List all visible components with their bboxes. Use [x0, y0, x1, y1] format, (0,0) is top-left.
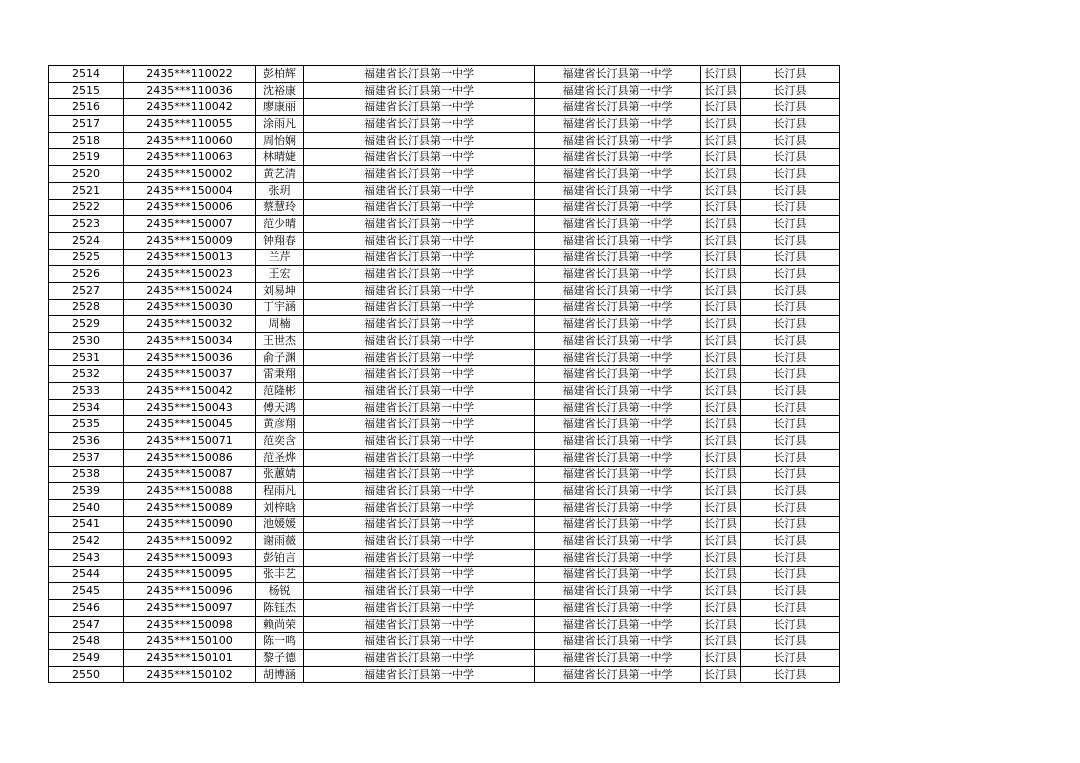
- roster-sheet: [48, 65, 840, 683]
- student-name-cell: 谢雨薇: [256, 533, 304, 550]
- admitting-school-cell: 福建省长汀县第一中学: [535, 433, 701, 450]
- student-name-cell: 范隆彬: [256, 383, 304, 400]
- admitting-school-cell: 福建省长汀县第一中学: [535, 316, 701, 333]
- admitting-school-cell: 福建省长汀县第一中学: [535, 449, 701, 466]
- student-name-cell: 王世杰: [256, 333, 304, 350]
- exam-id-cell: 2435***150095: [124, 566, 256, 583]
- table-row: [49, 650, 840, 667]
- student-name-cell: 黄艺清: [256, 166, 304, 183]
- admitting-school-cell: 福建省长汀县第一中学: [535, 549, 701, 566]
- school-cell: 福建省长汀县第一中学: [304, 349, 535, 366]
- exam-id-cell: 2435***150093: [124, 549, 256, 566]
- county-cell: 长汀县: [701, 132, 741, 149]
- region-cell: 长汀县: [741, 533, 840, 550]
- school-cell: 福建省长汀县第一中学: [304, 282, 535, 299]
- exam-id-cell: 2435***110042: [124, 99, 256, 116]
- admitting-school-cell: 福建省长汀县第一中学: [535, 666, 701, 683]
- school-cell: 福建省长汀县第一中学: [304, 499, 535, 516]
- school-cell: 福建省长汀县第一中学: [304, 566, 535, 583]
- county-cell: 长汀县: [701, 666, 741, 683]
- row-number-cell: 2547: [49, 616, 124, 633]
- row-number-cell: 2548: [49, 633, 124, 650]
- school-cell: 福建省长汀县第一中学: [304, 316, 535, 333]
- row-number-cell: 2538: [49, 466, 124, 483]
- student-name-cell: 杨锐: [256, 583, 304, 600]
- school-cell: 福建省长汀县第一中学: [304, 182, 535, 199]
- exam-id-cell: 2435***150092: [124, 533, 256, 550]
- table-row: [49, 349, 840, 366]
- region-cell: 长汀县: [741, 199, 840, 216]
- region-cell: 长汀县: [741, 633, 840, 650]
- region-cell: 长汀县: [741, 600, 840, 617]
- region-cell: 长汀县: [741, 132, 840, 149]
- exam-id-cell: 2435***150100: [124, 633, 256, 650]
- row-number-cell: 2531: [49, 349, 124, 366]
- county-cell: 长汀县: [701, 483, 741, 500]
- admitting-school-cell: 福建省长汀县第一中学: [535, 349, 701, 366]
- exam-id-cell: 2435***110060: [124, 132, 256, 149]
- table-row: [49, 282, 840, 299]
- exam-id-cell: 2435***110055: [124, 116, 256, 133]
- table-row: [49, 366, 840, 383]
- county-cell: 长汀县: [701, 266, 741, 283]
- row-number-cell: 2542: [49, 533, 124, 550]
- exam-id-cell: 2435***150088: [124, 483, 256, 500]
- row-number-cell: 2543: [49, 549, 124, 566]
- table-row: [49, 82, 840, 99]
- admitting-school-cell: 福建省长汀县第一中学: [535, 650, 701, 667]
- county-cell: 长汀县: [701, 82, 741, 99]
- region-cell: 长汀县: [741, 266, 840, 283]
- county-cell: 长汀县: [701, 199, 741, 216]
- exam-id-cell: 2435***150004: [124, 182, 256, 199]
- admitting-school-cell: 福建省长汀县第一中学: [535, 399, 701, 416]
- student-name-cell: 蔡慧玲: [256, 199, 304, 216]
- table-row: [49, 199, 840, 216]
- county-cell: 长汀县: [701, 216, 741, 233]
- student-name-cell: 彭铂言: [256, 549, 304, 566]
- school-cell: 福建省长汀县第一中学: [304, 466, 535, 483]
- county-cell: 长汀县: [701, 533, 741, 550]
- region-cell: 长汀县: [741, 399, 840, 416]
- row-number-cell: 2535: [49, 416, 124, 433]
- exam-id-cell: 2435***150098: [124, 616, 256, 633]
- exam-id-cell: 2435***150089: [124, 499, 256, 516]
- county-cell: 长汀县: [701, 449, 741, 466]
- admitting-school-cell: 福建省长汀县第一中学: [535, 132, 701, 149]
- student-name-cell: 范奕含: [256, 433, 304, 450]
- county-cell: 长汀县: [701, 516, 741, 533]
- table-row: [49, 216, 840, 233]
- student-name-cell: 黎子德: [256, 650, 304, 667]
- row-number-cell: 2515: [49, 82, 124, 99]
- exam-id-cell: 2435***150013: [124, 249, 256, 266]
- table-row: [49, 466, 840, 483]
- county-cell: 长汀县: [701, 232, 741, 249]
- school-cell: 福建省长汀县第一中学: [304, 166, 535, 183]
- region-cell: 长汀县: [741, 499, 840, 516]
- table-row: [49, 299, 840, 316]
- school-cell: 福建省长汀县第一中学: [304, 650, 535, 667]
- school-cell: 福建省长汀县第一中学: [304, 666, 535, 683]
- table-row: [49, 566, 840, 583]
- row-number-cell: 2516: [49, 99, 124, 116]
- region-cell: 长汀县: [741, 182, 840, 199]
- student-name-cell: 傅天鸿: [256, 399, 304, 416]
- table-row: [49, 383, 840, 400]
- table-row: [49, 483, 840, 500]
- admitting-school-cell: 福建省长汀县第一中学: [535, 99, 701, 116]
- row-number-cell: 2529: [49, 316, 124, 333]
- region-cell: 长汀县: [741, 650, 840, 667]
- table-row: [49, 166, 840, 183]
- student-name-cell: 范圣烨: [256, 449, 304, 466]
- table-row: [49, 616, 840, 633]
- county-cell: 长汀县: [701, 299, 741, 316]
- region-cell: 长汀县: [741, 116, 840, 133]
- school-cell: 福建省长汀县第一中学: [304, 216, 535, 233]
- school-cell: 福建省长汀县第一中学: [304, 533, 535, 550]
- row-number-cell: 2550: [49, 666, 124, 683]
- student-name-cell: 张蕙婧: [256, 466, 304, 483]
- row-number-cell: 2541: [49, 516, 124, 533]
- table-row: [49, 533, 840, 550]
- table-row: [49, 99, 840, 116]
- table-row: [49, 149, 840, 166]
- admitting-school-cell: 福建省长汀县第一中学: [535, 66, 701, 83]
- exam-id-cell: 2435***150002: [124, 166, 256, 183]
- school-cell: 福建省长汀县第一中学: [304, 266, 535, 283]
- admitting-school-cell: 福建省长汀县第一中学: [535, 583, 701, 600]
- row-number-cell: 2534: [49, 399, 124, 416]
- admitting-school-cell: 福建省长汀县第一中学: [535, 366, 701, 383]
- admitting-school-cell: 福建省长汀县第一中学: [535, 483, 701, 500]
- student-name-cell: 程雨凡: [256, 483, 304, 500]
- region-cell: 长汀县: [741, 216, 840, 233]
- row-number-cell: 2545: [49, 583, 124, 600]
- student-name-cell: 林晴婕: [256, 149, 304, 166]
- region-cell: 长汀县: [741, 483, 840, 500]
- county-cell: 长汀县: [701, 499, 741, 516]
- row-number-cell: 2523: [49, 216, 124, 233]
- region-cell: 长汀县: [741, 366, 840, 383]
- school-cell: 福建省长汀县第一中学: [304, 232, 535, 249]
- school-cell: 福建省长汀县第一中学: [304, 549, 535, 566]
- exam-id-cell: 2435***150096: [124, 583, 256, 600]
- school-cell: 福建省长汀县第一中学: [304, 66, 535, 83]
- county-cell: 长汀县: [701, 633, 741, 650]
- admitting-school-cell: 福建省长汀县第一中学: [535, 333, 701, 350]
- row-number-cell: 2528: [49, 299, 124, 316]
- county-cell: 长汀县: [701, 650, 741, 667]
- admitting-school-cell: 福建省长汀县第一中学: [535, 383, 701, 400]
- school-cell: 福建省长汀县第一中学: [304, 99, 535, 116]
- exam-id-cell: 2435***150071: [124, 433, 256, 450]
- county-cell: 长汀县: [701, 282, 741, 299]
- county-cell: 长汀县: [701, 333, 741, 350]
- row-number-cell: 2522: [49, 199, 124, 216]
- exam-id-cell: 2435***110022: [124, 66, 256, 83]
- table-row: [49, 633, 840, 650]
- admitting-school-cell: 福建省长汀县第一中学: [535, 633, 701, 650]
- county-cell: 长汀县: [701, 116, 741, 133]
- school-cell: 福建省长汀县第一中学: [304, 366, 535, 383]
- admitting-school-cell: 福建省长汀县第一中学: [535, 499, 701, 516]
- admitting-school-cell: 福建省长汀县第一中学: [535, 116, 701, 133]
- county-cell: 长汀县: [701, 433, 741, 450]
- row-number-cell: 2536: [49, 433, 124, 450]
- student-name-cell: 兰芹: [256, 249, 304, 266]
- student-name-cell: 刘梓晗: [256, 499, 304, 516]
- admitting-school-cell: 福建省长汀县第一中学: [535, 149, 701, 166]
- region-cell: 长汀县: [741, 166, 840, 183]
- school-cell: 福建省长汀县第一中学: [304, 249, 535, 266]
- table-row: [49, 132, 840, 149]
- county-cell: 长汀县: [701, 316, 741, 333]
- admitting-school-cell: 福建省长汀县第一中学: [535, 82, 701, 99]
- table-row: [49, 499, 840, 516]
- exam-id-cell: 2435***150043: [124, 399, 256, 416]
- roster-body: [49, 66, 840, 683]
- region-cell: 长汀县: [741, 583, 840, 600]
- student-name-cell: 王宏: [256, 266, 304, 283]
- table-row: [49, 66, 840, 83]
- admitting-school-cell: 福建省长汀县第一中学: [535, 282, 701, 299]
- student-name-cell: 雷秉翔: [256, 366, 304, 383]
- county-cell: 长汀县: [701, 583, 741, 600]
- student-name-cell: 张丰艺: [256, 566, 304, 583]
- school-cell: 福建省长汀县第一中学: [304, 132, 535, 149]
- school-cell: 福建省长汀县第一中学: [304, 149, 535, 166]
- student-name-cell: 彭柏辉: [256, 66, 304, 83]
- admitting-school-cell: 福建省长汀县第一中学: [535, 182, 701, 199]
- school-cell: 福建省长汀县第一中学: [304, 383, 535, 400]
- row-number-cell: 2546: [49, 600, 124, 617]
- region-cell: 长汀县: [741, 249, 840, 266]
- region-cell: 长汀县: [741, 232, 840, 249]
- region-cell: 长汀县: [741, 516, 840, 533]
- table-row: [49, 433, 840, 450]
- county-cell: 长汀县: [701, 416, 741, 433]
- row-number-cell: 2524: [49, 232, 124, 249]
- region-cell: 长汀县: [741, 566, 840, 583]
- school-cell: 福建省长汀县第一中学: [304, 449, 535, 466]
- exam-id-cell: 2435***150045: [124, 416, 256, 433]
- exam-id-cell: 2435***110063: [124, 149, 256, 166]
- admitting-school-cell: 福建省长汀县第一中学: [535, 533, 701, 550]
- exam-id-cell: 2435***150037: [124, 366, 256, 383]
- county-cell: 长汀县: [701, 149, 741, 166]
- exam-id-cell: 2435***150102: [124, 666, 256, 683]
- exam-id-cell: 2435***150090: [124, 516, 256, 533]
- region-cell: 长汀县: [741, 66, 840, 83]
- county-cell: 长汀县: [701, 182, 741, 199]
- admitting-school-cell: 福建省长汀县第一中学: [535, 232, 701, 249]
- county-cell: 长汀县: [701, 383, 741, 400]
- admitting-school-cell: 福建省长汀县第一中学: [535, 166, 701, 183]
- admitting-school-cell: 福建省长汀县第一中学: [535, 416, 701, 433]
- table-row: [49, 666, 840, 683]
- exam-id-cell: 2435***150101: [124, 650, 256, 667]
- row-number-cell: 2526: [49, 266, 124, 283]
- row-number-cell: 2530: [49, 333, 124, 350]
- table-row: [49, 549, 840, 566]
- row-number-cell: 2532: [49, 366, 124, 383]
- exam-id-cell: 2435***150086: [124, 449, 256, 466]
- student-name-cell: 张玥: [256, 182, 304, 199]
- school-cell: 福建省长汀县第一中学: [304, 616, 535, 633]
- region-cell: 长汀县: [741, 416, 840, 433]
- row-number-cell: 2518: [49, 132, 124, 149]
- table-row: [49, 583, 840, 600]
- student-name-cell: 胡博涵: [256, 666, 304, 683]
- school-cell: 福建省长汀县第一中学: [304, 433, 535, 450]
- student-name-cell: 刘易坤: [256, 282, 304, 299]
- school-cell: 福建省长汀县第一中学: [304, 333, 535, 350]
- region-cell: 长汀县: [741, 616, 840, 633]
- county-cell: 长汀县: [701, 166, 741, 183]
- admitting-school-cell: 福建省长汀县第一中学: [535, 199, 701, 216]
- exam-id-cell: 2435***150006: [124, 199, 256, 216]
- region-cell: 长汀县: [741, 333, 840, 350]
- exam-id-cell: 2435***150030: [124, 299, 256, 316]
- school-cell: 福建省长汀县第一中学: [304, 399, 535, 416]
- table-row: [49, 600, 840, 617]
- table-row: [49, 516, 840, 533]
- region-cell: 长汀县: [741, 466, 840, 483]
- school-cell: 福建省长汀县第一中学: [304, 583, 535, 600]
- row-number-cell: 2539: [49, 483, 124, 500]
- region-cell: 长汀县: [741, 149, 840, 166]
- row-number-cell: 2527: [49, 282, 124, 299]
- school-cell: 福建省长汀县第一中学: [304, 416, 535, 433]
- exam-id-cell: 2435***150023: [124, 266, 256, 283]
- roster-table: [48, 65, 840, 683]
- county-cell: 长汀县: [701, 549, 741, 566]
- exam-id-cell: 2435***150024: [124, 282, 256, 299]
- exam-id-cell: 2435***150087: [124, 466, 256, 483]
- exam-id-cell: 2435***150034: [124, 333, 256, 350]
- school-cell: 福建省长汀县第一中学: [304, 516, 535, 533]
- region-cell: 长汀县: [741, 82, 840, 99]
- county-cell: 长汀县: [701, 616, 741, 633]
- table-row: [49, 116, 840, 133]
- student-name-cell: 沈裕康: [256, 82, 304, 99]
- exam-id-cell: 2435***150097: [124, 600, 256, 617]
- region-cell: 长汀县: [741, 666, 840, 683]
- student-name-cell: 钟翔春: [256, 232, 304, 249]
- region-cell: 长汀县: [741, 282, 840, 299]
- school-cell: 福建省长汀县第一中学: [304, 600, 535, 617]
- county-cell: 长汀县: [701, 600, 741, 617]
- exam-id-cell: 2435***110036: [124, 82, 256, 99]
- school-cell: 福建省长汀县第一中学: [304, 299, 535, 316]
- row-number-cell: 2544: [49, 566, 124, 583]
- admitting-school-cell: 福建省长汀县第一中学: [535, 466, 701, 483]
- admitting-school-cell: 福建省长汀县第一中学: [535, 516, 701, 533]
- exam-id-cell: 2435***150009: [124, 232, 256, 249]
- row-number-cell: 2521: [49, 182, 124, 199]
- student-name-cell: 涂雨凡: [256, 116, 304, 133]
- row-number-cell: 2519: [49, 149, 124, 166]
- row-number-cell: 2549: [49, 650, 124, 667]
- exam-id-cell: 2435***150032: [124, 316, 256, 333]
- county-cell: 长汀县: [701, 249, 741, 266]
- row-number-cell: 2537: [49, 449, 124, 466]
- school-cell: 福建省长汀县第一中学: [304, 82, 535, 99]
- student-name-cell: 范少晴: [256, 216, 304, 233]
- student-name-cell: 俞子渊: [256, 349, 304, 366]
- table-row: [49, 316, 840, 333]
- admitting-school-cell: 福建省长汀县第一中学: [535, 616, 701, 633]
- table-row: [49, 182, 840, 199]
- admitting-school-cell: 福建省长汀县第一中学: [535, 566, 701, 583]
- county-cell: 长汀县: [701, 466, 741, 483]
- region-cell: 长汀县: [741, 99, 840, 116]
- exam-id-cell: 2435***150042: [124, 383, 256, 400]
- student-name-cell: 陈钰杰: [256, 600, 304, 617]
- school-cell: 福建省长汀县第一中学: [304, 199, 535, 216]
- row-number-cell: 2520: [49, 166, 124, 183]
- exam-id-cell: 2435***150036: [124, 349, 256, 366]
- county-cell: 长汀县: [701, 66, 741, 83]
- table-row: [49, 399, 840, 416]
- county-cell: 长汀县: [701, 366, 741, 383]
- table-row: [49, 266, 840, 283]
- admitting-school-cell: 福建省长汀县第一中学: [535, 600, 701, 617]
- table-row: [49, 449, 840, 466]
- row-number-cell: 2525: [49, 249, 124, 266]
- exam-id-cell: 2435***150007: [124, 216, 256, 233]
- student-name-cell: 周楠: [256, 316, 304, 333]
- school-cell: 福建省长汀县第一中学: [304, 633, 535, 650]
- table-row: [49, 333, 840, 350]
- student-name-cell: 廖康丽: [256, 99, 304, 116]
- region-cell: 长汀县: [741, 449, 840, 466]
- student-name-cell: 池媛媛: [256, 516, 304, 533]
- row-number-cell: 2514: [49, 66, 124, 83]
- region-cell: 长汀县: [741, 383, 840, 400]
- row-number-cell: 2540: [49, 499, 124, 516]
- admitting-school-cell: 福建省长汀县第一中学: [535, 249, 701, 266]
- region-cell: 长汀县: [741, 299, 840, 316]
- table-row: [49, 249, 840, 266]
- table-row: [49, 416, 840, 433]
- county-cell: 长汀县: [701, 399, 741, 416]
- student-name-cell: 周怡娴: [256, 132, 304, 149]
- table-row: [49, 232, 840, 249]
- county-cell: 长汀县: [701, 566, 741, 583]
- region-cell: 长汀县: [741, 549, 840, 566]
- row-number-cell: 2533: [49, 383, 124, 400]
- school-cell: 福建省长汀县第一中学: [304, 116, 535, 133]
- county-cell: 长汀县: [701, 99, 741, 116]
- student-name-cell: 丁宇涵: [256, 299, 304, 316]
- region-cell: 长汀县: [741, 316, 840, 333]
- student-name-cell: 赖尚荣: [256, 616, 304, 633]
- school-cell: 福建省长汀县第一中学: [304, 483, 535, 500]
- student-name-cell: 陈一鸣: [256, 633, 304, 650]
- admitting-school-cell: 福建省长汀县第一中学: [535, 266, 701, 283]
- student-name-cell: 黄彦翔: [256, 416, 304, 433]
- region-cell: 长汀县: [741, 349, 840, 366]
- admitting-school-cell: 福建省长汀县第一中学: [535, 299, 701, 316]
- region-cell: 长汀县: [741, 433, 840, 450]
- county-cell: 长汀县: [701, 349, 741, 366]
- admitting-school-cell: 福建省长汀县第一中学: [535, 216, 701, 233]
- row-number-cell: 2517: [49, 116, 124, 133]
